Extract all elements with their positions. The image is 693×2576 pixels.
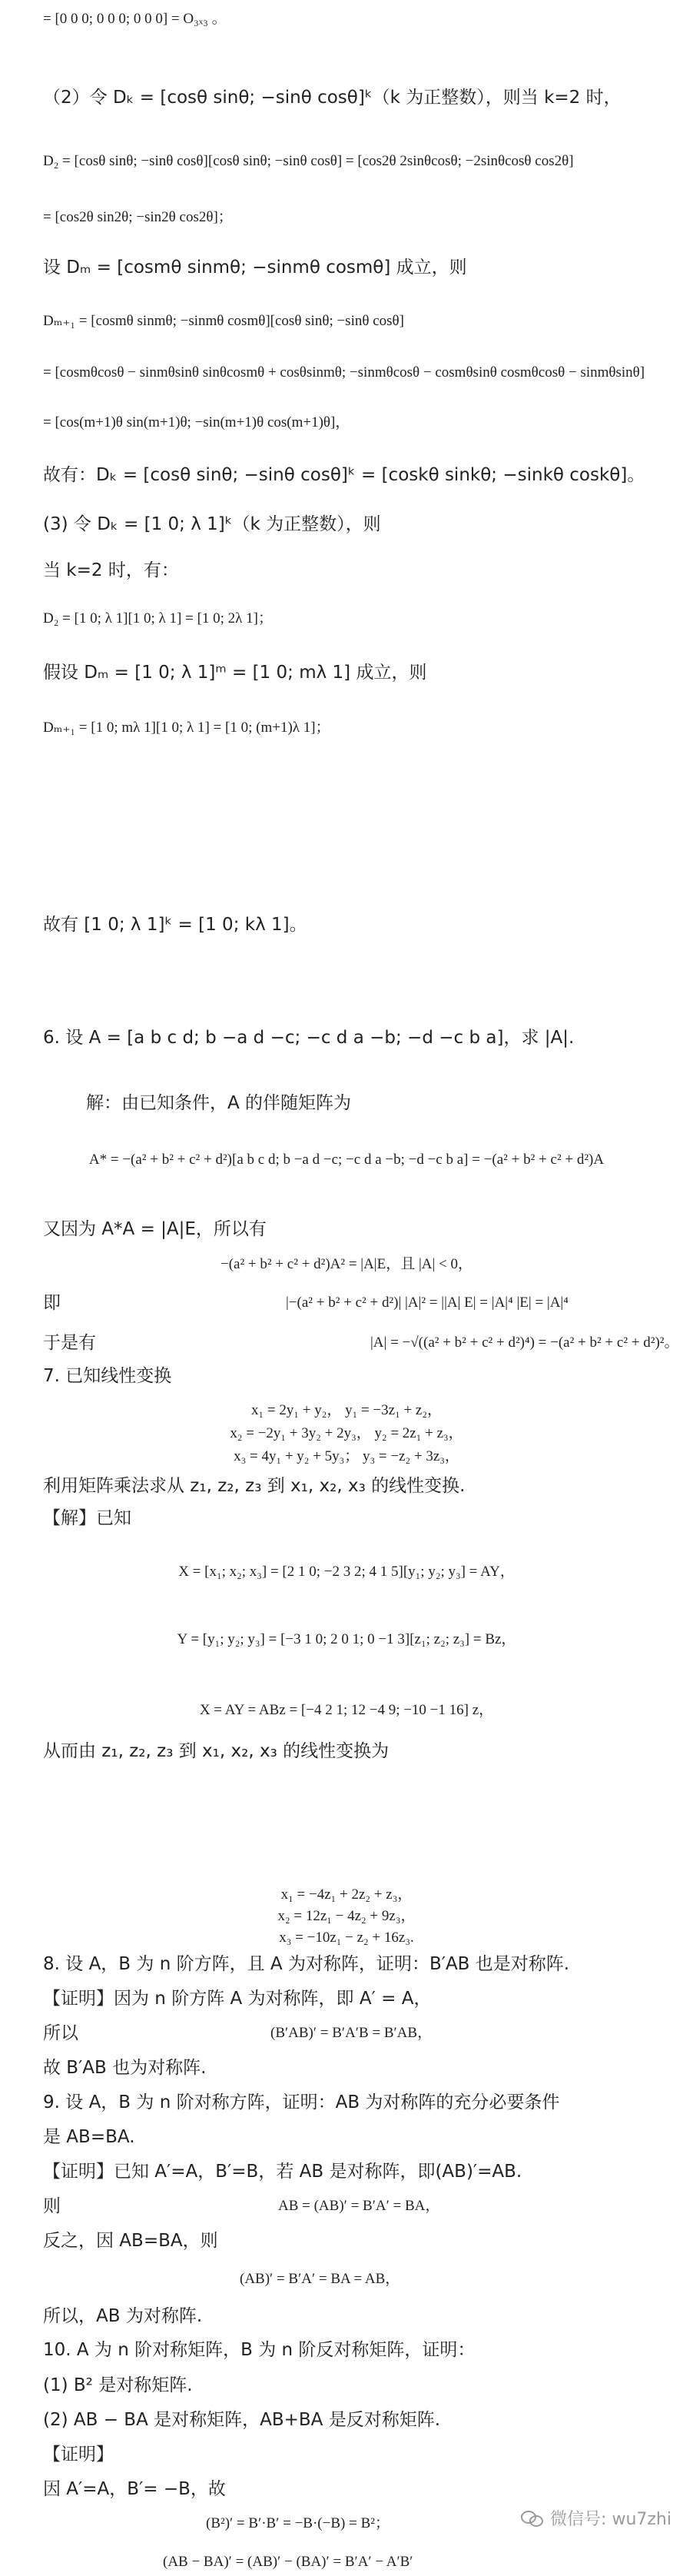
doc-line: (3) 令 Dₖ = [1 0; λ 1]ᵏ（k 为正整数），则 <box>43 514 381 534</box>
doc-line: −(a² + b² + c² + d²)A² = |A|E，且 |A| < 0， <box>220 1256 473 1272</box>
doc-line: Y = [y₁; y₂; y₃] = [−3 1 0; 2 0 1; 0 −1 3][z₁; z₂; z₃] = Bz， <box>177 1631 516 1647</box>
doc-line: 7. 已知线性变换 <box>43 1366 172 1386</box>
doc-line: 故有 [1 0; λ 1]ᵏ = [1 0; kλ 1]。 <box>43 915 307 935</box>
doc-line: 故有：Dₖ = [cosθ sinθ; −sinθ cosθ]ᵏ = [coskθ sinkθ; −sinkθ coskθ]。 <box>43 465 645 485</box>
doc-line: 9. 设 A，B 为 n 阶对称方阵，证明：AB 为对称阵的充分必要条件 <box>43 2092 560 2112</box>
doc-line: 是 AB=BA. <box>43 2127 135 2147</box>
doc-line: 6. 设 A = [a b c d; b −a d −c; −c d a −b; −d −c b a]，求 |A|. <box>43 1028 575 1048</box>
doc-line: (AB)′ = B′A′ = BA = AB， <box>240 2271 400 2287</box>
doc-line: (B²)′ = B′·B′ = −B·(−B) = B²； <box>206 2515 390 2531</box>
doc-line: (AB − BA)′ = (AB)′ − (BA)′ = B′A′ − A′B′ <box>163 2554 413 2570</box>
doc-line: D₂ = [1 0; λ 1][1 0; λ 1] = [1 0; 2λ 1]； <box>43 610 273 627</box>
doc-line: 所以，AB 为对称阵. <box>43 2306 203 2326</box>
doc-line: 【解】已知 <box>43 1508 131 1528</box>
doc-line: 【证明】因为 n 阶方阵 A 为对称阵，即 A′ = A， <box>43 1989 432 2009</box>
watermark <box>521 2506 671 2530</box>
doc-line: A* = −(a² + b² + c² + d²)[a b c d; b −a d −c; −c d a −b; −d −c b a] = −(a² + b² + c² + d²)A <box>88 1152 605 1168</box>
doc-line: 10. A 为 n 阶对称矩阵，B 为 n 阶反对称矩阵，证明： <box>43 2340 476 2360</box>
doc-line: 解：由已知条件，A 的伴随矩阵为 <box>86 1093 352 1113</box>
doc-line: 【证明】 <box>43 2445 114 2465</box>
doc-line: 8. 设 A，B 为 n 阶方阵，且 A 为对称阵，证明：B′AB 也是对称阵. <box>43 1954 570 1974</box>
doc-line: = [cos(m+1)θ sin(m+1)θ; −sin(m+1)θ cos(m+1)θ]， <box>43 414 350 430</box>
doc-line: 故 B′AB 也为对称阵. <box>43 2058 207 2078</box>
doc-line: Dₘ₊₁ = [1 0; mλ 1][1 0; λ 1] = [1 0; (m+1)λ 1]； <box>43 720 330 736</box>
doc-line: |A| = −√((a² + b² + c² + d²)⁴) = −(a² + b² + c² + d²)²。 <box>370 1335 679 1351</box>
doc-line: = [cos2θ sin2θ; −sin2θ cos2θ]； <box>43 209 233 225</box>
doc-line: 因 A′=A，B′= −B，故 <box>43 2479 226 2499</box>
doc-line: 设 Dₘ = [cosmθ sinmθ; −sinmθ cosmθ] 成立，则 <box>43 258 467 278</box>
doc-line: x₃ = 4y₁ + y₂ + 5y₃； y₃ = −z₂ + 3z₃， <box>234 1448 459 1464</box>
doc-line: Dₘ₊₁ = [cosmθ sinmθ; −sinmθ cosmθ][cosθ sinθ; −sinθ cosθ] <box>43 313 404 329</box>
doc-line: 反之，因 AB=BA，则 <box>43 2231 218 2251</box>
doc-line: x₁ = −4z₁ + 2z₂ + z₃， <box>280 1886 413 1903</box>
doc-line: 假设 Dₘ = [1 0; λ 1]ᵐ = [1 0; mλ 1] 成立，则 <box>43 663 427 683</box>
doc-line: x₁ = 2y₁ + y₂， y₁ = −3z₁ + z₂， <box>251 1402 442 1418</box>
doc-line: 从而由 z₁, z₂, z₃ 到 x₁, x₂, x₃ 的线性变换为 <box>43 1741 390 1761</box>
doc-line: 所以 <box>43 2023 78 2043</box>
doc-line: x₃ = −10z₁ − z₂ + 16z₃. <box>279 1930 414 1946</box>
wechat-icon <box>521 2509 544 2528</box>
watermark-text: 微信号: wu7zhi <box>550 2510 671 2529</box>
doc-line: (1) B² 是对称矩阵. <box>43 2375 193 2395</box>
doc-line: （2）令 Dₖ = [cosθ sinθ; −sinθ cosθ]ᵏ（k 为正整数），则当 k=2 时， <box>43 88 622 108</box>
doc-line: 【证明】已知 A′=A，B′=B，若 AB 是对称阵，即(AB)′=AB. <box>43 2162 522 2182</box>
doc-line: D₂ = [cosθ sinθ; −sinθ cosθ][cosθ sinθ; −sinθ cosθ] = [cos2θ 2sinθcosθ; −2sinθcosθ cos2θ] <box>43 153 574 169</box>
doc-line: = [0 0 0; 0 0 0; 0 0 0] = O₃ₓ₃ 。 <box>43 11 227 27</box>
doc-line: 即 <box>43 1293 61 1313</box>
doc-line: x₂ = −2y₁ + 3y₂ + 2y₃， y₂ = 2z₁ + z₃， <box>230 1425 463 1441</box>
doc-line: |−(a² + b² + c² + d²)| |A|² = ||A| E| = |A|⁴ |E| = |A|⁴ <box>286 1295 569 1311</box>
doc-line: AB = (AB)′ = B′A′ = BA， <box>278 2198 440 2214</box>
doc-line: (B′AB)′ = B′A′B = B′AB， <box>270 2025 433 2041</box>
doc-line: 利用矩阵乘法求从 z₁, z₂, z₃ 到 x₁, x₂, x₃ 的线性变换. <box>43 1476 466 1496</box>
doc-line: 当 k=2 时，有： <box>43 560 179 580</box>
doc-line: = [cosmθcosθ − sinmθsinθ sinθcosmθ + cosθsinmθ; −sinmθcosθ − cosmθsinθ cosmθcosθ − sinmθsinθ] <box>43 364 645 381</box>
doc-line: 于是有 <box>43 1333 96 1353</box>
doc-line: X = AY = ABz = [−4 2 1; 12 −4 9; −10 −1 16] z， <box>199 1702 494 1718</box>
doc-line: x₂ = 12z₁ − 4z₂ + 9z₃， <box>277 1908 416 1924</box>
doc-line: X = [x₁; x₂; x₃] = [2 1 0; −2 3 2; 4 1 5][y₁; y₂; y₃] = AY， <box>178 1564 515 1580</box>
doc-line: 则 <box>43 2196 61 2216</box>
doc-line: 又因为 A*A = |A|E，所以有 <box>43 1219 267 1239</box>
doc-line: (2) AB − BA 是对称矩阵，AB+BA 是反对称矩阵. <box>43 2410 441 2430</box>
